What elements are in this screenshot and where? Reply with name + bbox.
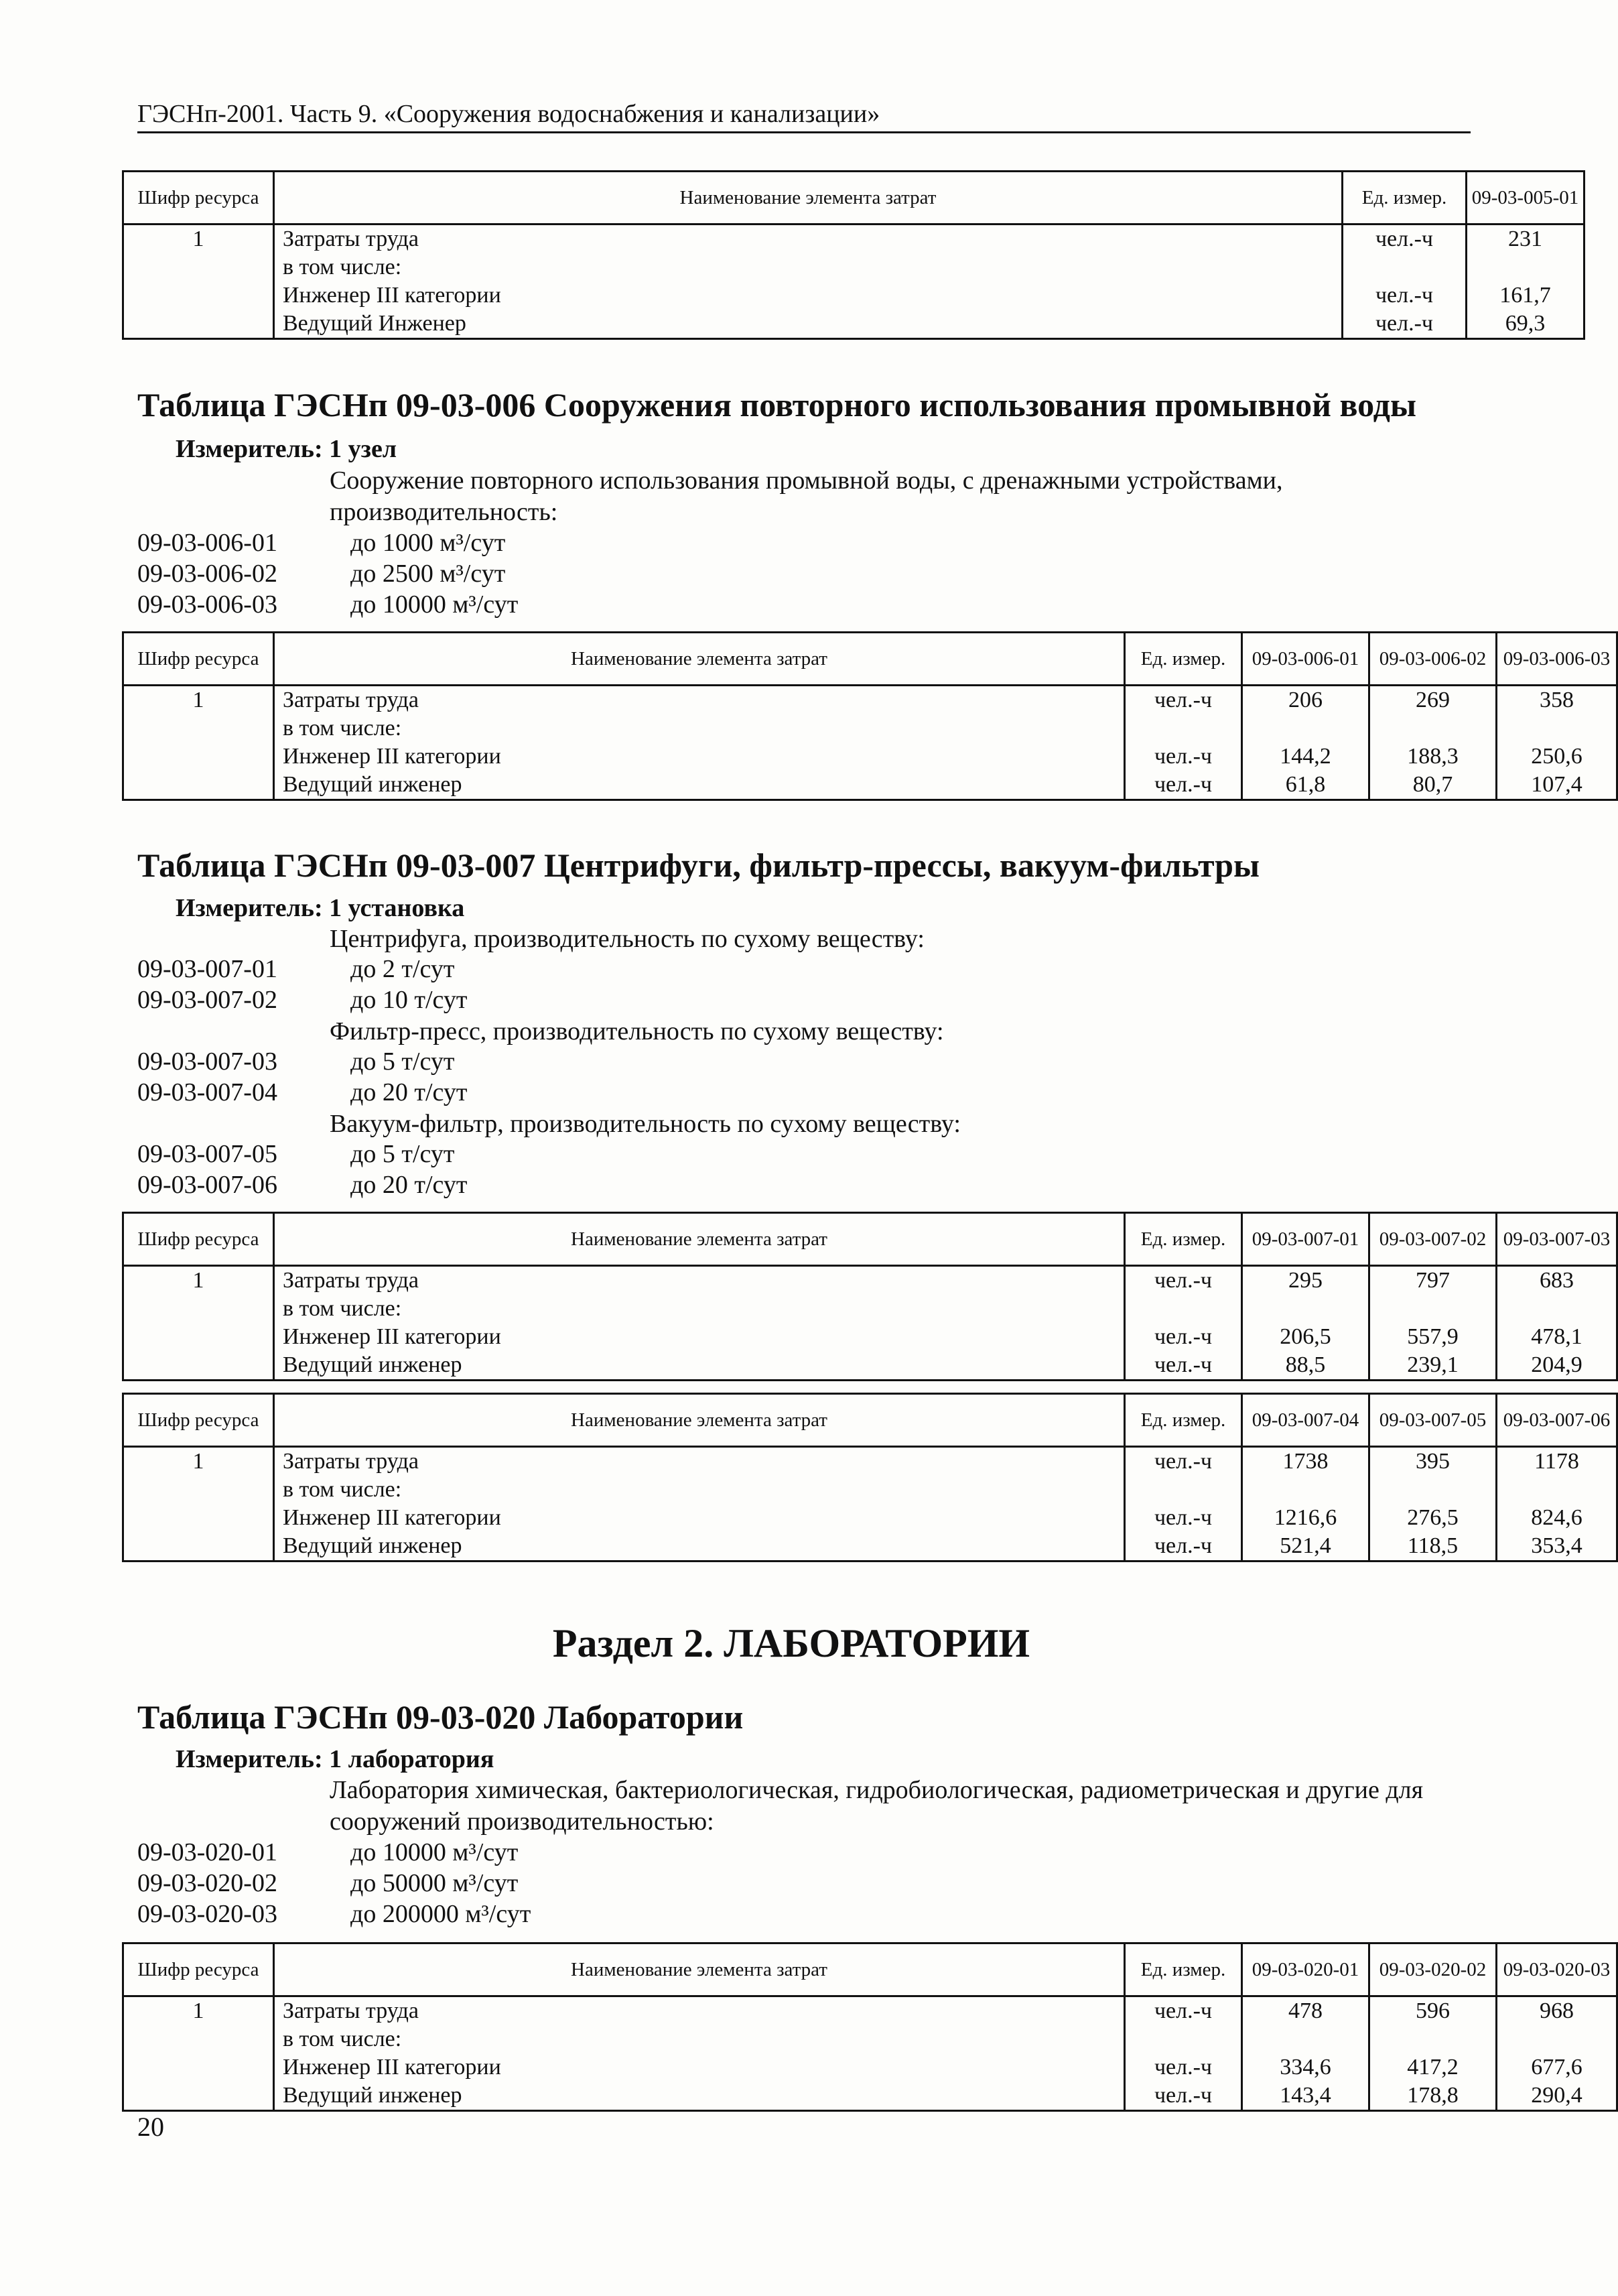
norm-text: до 10000 м³/сут xyxy=(350,1838,519,1866)
col-norm-header: 09-03-007-02 xyxy=(1369,1213,1497,1266)
row-engineer-3: Инженер III категории xyxy=(274,743,1125,771)
norm-code: 09-03-007-04 xyxy=(137,1078,277,1106)
norm-code: 09-03-007-05 xyxy=(137,1140,277,1168)
value-cell: 69,3 xyxy=(1467,310,1585,339)
value-cell: 118,5 xyxy=(1369,1532,1497,1561)
norm-item xyxy=(137,954,454,984)
col-norm-header: 09-03-007-05 xyxy=(1369,1394,1497,1447)
unit-cell: чел.-ч xyxy=(1125,2053,1242,2082)
resource-code: 1 xyxy=(123,1266,274,1295)
norm-item xyxy=(137,1139,454,1169)
col-unit-header: Ед. измер. xyxy=(1125,633,1242,686)
norm-item xyxy=(137,1899,531,1929)
norm-code: 09-03-007-03 xyxy=(137,1047,277,1076)
col-norm-header: 09-03-007-01 xyxy=(1242,1213,1369,1266)
col-norm-header: 09-03-006-01 xyxy=(1242,633,1369,686)
table-09-03-006 xyxy=(122,631,1618,801)
section-title: Раздел 2. ЛАБОРАТОРИИ xyxy=(552,1621,1030,1665)
row-including: в том числе: xyxy=(274,253,1343,281)
group-description: Фильтр-пресс, производительность по сухому веществу: xyxy=(330,1017,944,1045)
norm-item xyxy=(137,1078,467,1107)
value-cell: 88,5 xyxy=(1242,1351,1369,1381)
unit-cell: чел.-ч xyxy=(1125,1447,1242,1476)
col-norm-header: 09-03-020-02 xyxy=(1369,1943,1497,1996)
unit-cell: чел.-ч xyxy=(1125,743,1242,771)
row-labor: Затраты труда xyxy=(274,1447,1125,1476)
value-cell: 417,2 xyxy=(1369,2053,1497,2082)
row-labor: Затраты труда xyxy=(274,1996,1125,2026)
col-norm-header: 09-03-007-04 xyxy=(1242,1394,1369,1447)
resource-code: 1 xyxy=(123,686,274,715)
value-cell: 178,8 xyxy=(1369,2082,1497,2111)
norm-code: 09-03-006-01 xyxy=(137,529,277,557)
col-name-header: Наименование элемента затрат xyxy=(274,1213,1125,1266)
value-cell: 107,4 xyxy=(1497,771,1617,800)
value-cell: 353,4 xyxy=(1497,1532,1617,1561)
col-unit-header: Ед. измер. xyxy=(1125,1943,1242,1996)
unit-cell: чел.-ч xyxy=(1125,1266,1242,1295)
col-norm-header: 09-03-007-06 xyxy=(1497,1394,1617,1447)
norm-code: 09-03-007-02 xyxy=(137,986,277,1014)
col-unit-header: Ед. измер. xyxy=(1125,1394,1242,1447)
table-09-03-007-a xyxy=(122,1212,1618,1381)
norm-code: 09-03-020-01 xyxy=(137,1838,277,1866)
col-name-header: Наименование элемента затрат xyxy=(274,172,1343,225)
value-cell: 290,4 xyxy=(1497,2082,1617,2111)
col-code-header: Шифр ресурса xyxy=(123,172,274,225)
row-lead-engineer: Ведущий инженер xyxy=(274,1351,1125,1381)
meter-label: Измеритель: 1 узел xyxy=(176,435,397,463)
row-engineer-3: Инженер III категории xyxy=(274,1323,1125,1351)
value-cell: 188,3 xyxy=(1369,743,1497,771)
value-cell: 968 xyxy=(1497,1996,1617,2026)
row-labor: Затраты труда xyxy=(274,1266,1125,1295)
col-unit-header: Ед. измер. xyxy=(1343,172,1467,225)
col-name-header: Наименование элемента затрат xyxy=(274,1394,1125,1447)
norm-item xyxy=(137,1838,518,1867)
value-cell: 144,2 xyxy=(1242,743,1369,771)
col-code-header: Шифр ресурса xyxy=(123,1394,274,1447)
col-code-header: Шифр ресурса xyxy=(123,1943,274,1996)
unit-cell: чел.-ч xyxy=(1125,1996,1242,2026)
unit-cell: чел.-ч xyxy=(1125,771,1242,800)
norm-item xyxy=(137,559,505,588)
value-cell: 295 xyxy=(1242,1266,1369,1295)
norm-code: 09-03-006-02 xyxy=(137,560,277,588)
value-cell: 521,4 xyxy=(1242,1532,1369,1561)
value-cell: 1738 xyxy=(1242,1447,1369,1476)
norm-text: до 20 т/сут xyxy=(350,1078,468,1106)
norm-code: 09-03-020-02 xyxy=(137,1869,277,1897)
norm-text: до 20 т/сут xyxy=(350,1171,468,1199)
value-cell: 276,5 xyxy=(1369,1504,1497,1532)
norm-item xyxy=(137,1170,467,1200)
unit-cell: чел.-ч xyxy=(1125,2082,1242,2111)
value-cell: 1216,6 xyxy=(1242,1504,1369,1532)
resource-code: 1 xyxy=(123,225,274,254)
value-cell: 206,5 xyxy=(1242,1323,1369,1351)
norm-text: до 2 т/сут xyxy=(350,955,455,983)
resource-code: 1 xyxy=(123,1996,274,2026)
resource-code: 1 xyxy=(123,1447,274,1476)
col-unit-header: Ед. измер. xyxy=(1125,1213,1242,1266)
unit-cell: чел.-ч xyxy=(1125,1323,1242,1351)
value-cell: 334,6 xyxy=(1242,2053,1369,2082)
value-cell: 395 xyxy=(1369,1447,1497,1476)
value-cell: 204,9 xyxy=(1497,1351,1617,1381)
row-labor: Затраты труда xyxy=(274,225,1343,254)
table-09-03-005 xyxy=(122,170,1585,340)
group-description: Вакуум-фильтр, производительность по сухому веществу: xyxy=(330,1110,961,1138)
norm-item xyxy=(137,1047,454,1076)
norm-code: 09-03-020-03 xyxy=(137,1900,277,1928)
value-cell: 80,7 xyxy=(1369,771,1497,800)
value-cell: 557,9 xyxy=(1369,1323,1497,1351)
group-description: Центрифуга, производительность по сухому веществу: xyxy=(330,925,925,953)
norm-item xyxy=(137,590,518,619)
col-code-header: Шифр ресурса xyxy=(123,633,274,686)
page-number: 20 xyxy=(137,2112,164,2142)
norm-item xyxy=(137,1868,518,1898)
col-name-header: Наименование элемента затрат xyxy=(274,633,1125,686)
unit-cell: чел.-ч xyxy=(1343,310,1467,339)
col-norm-header: 09-03-006-02 xyxy=(1369,633,1497,686)
meter-label: Измеритель: 1 установка xyxy=(176,894,465,922)
value-cell: 206 xyxy=(1242,686,1369,715)
col-norm-header: 09-03-005-01 xyxy=(1467,172,1585,225)
value-cell: 478 xyxy=(1242,1996,1369,2026)
row-engineer-3: Инженер III категории xyxy=(274,281,1343,310)
row-including: в том числе: xyxy=(274,1295,1125,1323)
norm-text: до 10 т/сут xyxy=(350,986,468,1014)
col-norm-header: 09-03-007-03 xyxy=(1497,1213,1617,1266)
norm-text: до 10000 м³/сут xyxy=(350,590,519,619)
norm-code: 09-03-007-01 xyxy=(137,955,277,983)
row-lead-engineer: Ведущий инженер xyxy=(274,2082,1125,2111)
row-lead-engineer: Ведущий инженер xyxy=(274,1532,1125,1561)
norm-code: 09-03-006-03 xyxy=(137,590,277,619)
value-cell: 143,4 xyxy=(1242,2082,1369,2111)
page-header: ГЭСНп-2001. Часть 9. «Сооружения водоснабжения и канализации» xyxy=(137,99,1471,133)
table-title: Таблица ГЭСНп 09-03-020 Лаборатории xyxy=(137,1698,744,1736)
unit-cell: чел.-ч xyxy=(1125,1504,1242,1532)
norm-text: до 5 т/сут xyxy=(350,1140,455,1168)
row-including: в том числе: xyxy=(274,714,1125,743)
table-description: Лаборатория химическая, бактериологическая, гидробиологическая, радиометрическая и другие для сооружений производительностью: xyxy=(330,1776,1424,1836)
unit-cell: чел.-ч xyxy=(1125,1532,1242,1561)
unit-cell: чел.-ч xyxy=(1125,686,1242,715)
col-code-header: Шифр ресурса xyxy=(123,1213,274,1266)
row-lead-engineer: Ведущий Инженер xyxy=(274,310,1343,339)
row-including: в том числе: xyxy=(274,1476,1125,1504)
col-norm-header: 09-03-006-03 xyxy=(1497,633,1617,686)
meter-label: Измеритель: 1 лаборатория xyxy=(176,1745,494,1773)
norm-text: до 1000 м³/сут xyxy=(350,529,506,557)
norm-code: 09-03-007-06 xyxy=(137,1171,277,1199)
table-title: Таблица ГЭСНп 09-03-006 Сооружения повторного использования промывной воды xyxy=(137,386,1417,424)
value-cell: 797 xyxy=(1369,1266,1497,1295)
value-cell: 250,6 xyxy=(1497,743,1617,771)
unit-cell: чел.-ч xyxy=(1343,225,1467,254)
unit-cell: чел.-ч xyxy=(1125,1351,1242,1381)
table-title: Таблица ГЭСНп 09-03-007 Центрифуги, фильтр-прессы, вакуум-фильтры xyxy=(137,846,1260,884)
norm-item xyxy=(137,985,467,1015)
value-cell: 478,1 xyxy=(1497,1323,1617,1351)
value-cell: 61,8 xyxy=(1242,771,1369,800)
row-labor: Затраты труда xyxy=(274,686,1125,715)
value-cell: 824,6 xyxy=(1497,1504,1617,1532)
norm-text: до 50000 м³/сут xyxy=(350,1869,519,1897)
value-cell: 239,1 xyxy=(1369,1351,1497,1381)
col-norm-header: 09-03-020-01 xyxy=(1242,1943,1369,1996)
value-cell: 231 xyxy=(1467,225,1585,254)
value-cell: 358 xyxy=(1497,686,1617,715)
value-cell: 1178 xyxy=(1497,1447,1617,1476)
value-cell: 677,6 xyxy=(1497,2053,1617,2082)
table-09-03-007-b xyxy=(122,1393,1618,1562)
value-cell: 683 xyxy=(1497,1266,1617,1295)
norm-text: до 200000 м³/сут xyxy=(350,1900,531,1928)
col-name-header: Наименование элемента затрат xyxy=(274,1943,1125,1996)
table-09-03-020 xyxy=(122,1942,1618,2112)
row-including: в том числе: xyxy=(274,2025,1125,2053)
row-lead-engineer: Ведущий инженер xyxy=(274,771,1125,800)
value-cell: 269 xyxy=(1369,686,1497,715)
table-description: Сооружение повторного использования промывной воды, с дренажными устройствами, производительность: xyxy=(330,466,1283,526)
value-cell: 596 xyxy=(1369,1996,1497,2026)
norm-item xyxy=(137,528,505,558)
unit-cell: чел.-ч xyxy=(1343,281,1467,310)
row-engineer-3: Инженер III категории xyxy=(274,1504,1125,1532)
row-engineer-3: Инженер III категории xyxy=(274,2053,1125,2082)
norm-text: до 2500 м³/сут xyxy=(350,560,506,588)
norm-text: до 5 т/сут xyxy=(350,1047,455,1076)
value-cell: 161,7 xyxy=(1467,281,1585,310)
col-norm-header: 09-03-020-03 xyxy=(1497,1943,1617,1996)
